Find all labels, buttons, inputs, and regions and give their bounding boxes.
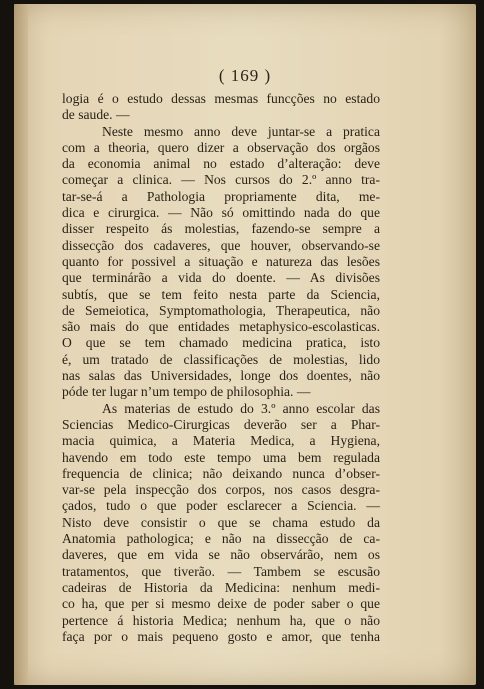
- text-line: que terminárão a vida do doente. — As divisões: [62, 270, 380, 286]
- text-line: são mais do que entidades metaphysico-escolasticas.: [62, 319, 380, 335]
- text-line: subtís, que se tem feito nesta parte da Sciencia,: [62, 286, 380, 302]
- text-line: dica e cirurgica. — Não só omittindo nada do que: [62, 205, 380, 221]
- text-line: co ha, que per si mesmo deixe de poder saber o que: [62, 596, 380, 612]
- text-line: de saude. —: [62, 107, 130, 123]
- text-line: Anatomia pathologica; e não na dissecção de ca-: [62, 531, 380, 547]
- text-line: çados, tudo o que poder esclarecer a Sciencia. —: [62, 498, 380, 514]
- text-line: Sciencias Medico-Cirurgicas deverão ser a Phar-: [62, 416, 380, 432]
- body-text: [62, 91, 380, 645]
- text-line: com a theoria, quero dizer a observação dos orgãos: [62, 139, 380, 155]
- text-line: quanto for possivel a situação e natureza das lesões: [62, 253, 380, 269]
- text-line: póde ter lugar n’um tempo de philosophia. —: [62, 384, 311, 400]
- text-line: logia é o estudo dessas mesmas funcções no estado: [62, 91, 380, 106]
- text-line: As materias de estudo do 3.º anno escolar das: [102, 400, 380, 416]
- text-line: dissecção dos cadaveres, que houver, observando-se: [62, 237, 380, 253]
- text-line: tratamentos, que tiverão. — Tambem se escusão: [62, 563, 380, 579]
- text-line: disser respeito ás molestias, fazendo-se sempre a: [62, 221, 380, 237]
- text-line: faça por o mais pequeno gosto e amor, que tenha: [62, 628, 380, 644]
- text-line: começar a clinica. — Nos cursos do 2.º anno tra-: [62, 172, 380, 188]
- text-line: pertence á historia Medica; nenhum ha, que o não: [62, 612, 380, 628]
- text-line: nas salas das Universidades, longe dos doentes, não: [62, 368, 380, 384]
- text-line: de Semeiotica, Symptomathologia, Therapeutica, não: [62, 302, 380, 318]
- book-page: [14, 4, 476, 685]
- page-number: ( 169 ): [218, 66, 272, 85]
- text-line: da economia animal no estado d’alteração: deve: [62, 156, 380, 172]
- text-line: tar-se-á a Pathologia propriamente dita, me-: [62, 188, 380, 204]
- text-line: macia quimica, a Materia Medica, a Hygiena,: [62, 433, 380, 449]
- text-line: cadeiras de Historia da Medicina: nenhum medi-: [62, 579, 380, 595]
- text-line: havendo em todo este tempo uma bem regulada: [62, 449, 380, 465]
- text-line: daveres, que em vida se não observárão, nem os: [62, 547, 380, 563]
- text-line: Neste mesmo anno deve juntar-se a pratica: [102, 123, 380, 139]
- text-line: O que se tem chamado medicina pratica, isto: [62, 335, 380, 351]
- text-line: var-se pela inspecção dos corpos, nos casos desgra-: [62, 482, 380, 498]
- page-gutter: [14, 4, 28, 685]
- text-line: frequencia de clinica; não deixando nunca d’obser-: [62, 465, 380, 481]
- text-line: Nisto deve consistir o que se chama estudo da: [62, 514, 380, 530]
- text-line: é, um tratado de classificações de molestias, lido: [62, 351, 380, 367]
